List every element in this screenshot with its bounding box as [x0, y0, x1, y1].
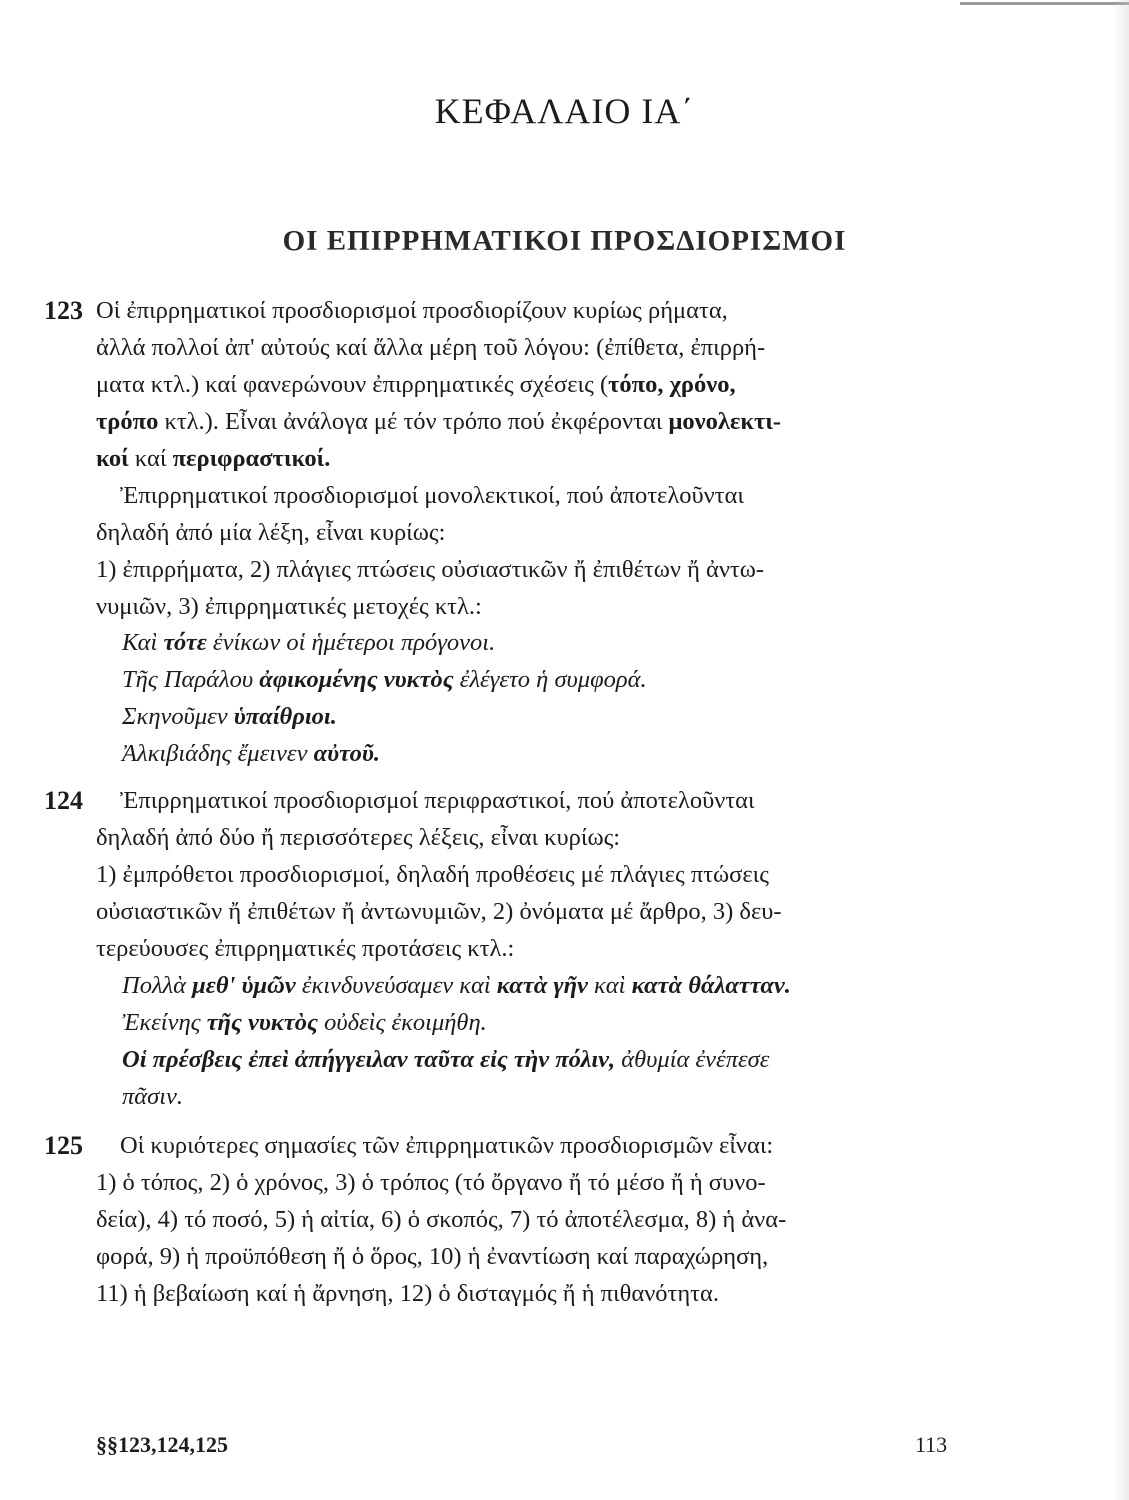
example-line	[122, 1004, 791, 1041]
paragraph-123-continued	[96, 477, 951, 625]
page-number: 113	[915, 1432, 948, 1457]
text-span: οὐδεὶς ἐκοιμήθη.	[317, 1009, 487, 1036]
text-span: καί	[128, 445, 173, 472]
text-line: δηλαδή ἀπό μία λέξη, εἶναι κυρίως:	[96, 519, 446, 546]
bold-term: μονολεκτι-	[668, 408, 781, 435]
text-line: δηλαδή ἀπό δύο ἤ περισσότερες λέξεις, εἶναι κυρίως:	[96, 824, 621, 851]
text-line: 11) ἡ βεβαίωση καί ἡ ἄρνηση, 12) ὁ δισταγμός ἤ ἡ πιθανότητα.	[96, 1280, 719, 1307]
text-line	[96, 366, 951, 403]
text-span: ἀθυμία ἐνέπεσε	[615, 1046, 770, 1073]
text-line: δεία), 4) τό ποσό, 5) ἡ αἰτία, 6) ὁ σκοπός, 7) τό ἀποτέλεσμα, 8) ἡ ἀνα-	[96, 1206, 787, 1233]
scan-edge-rule	[960, 2, 1129, 5]
text-line: Οἱ ἐπιρρηματικοί προσδιορισμοί προσδιορίζουν κυρίως ρήματα,	[96, 297, 728, 324]
bold-term: ὑπαίθριοι.	[233, 703, 337, 730]
text-line	[96, 440, 951, 477]
text-span: ματα κτλ.) καί φανερώνουν ἐπιρρηματικές σχέσεις (	[96, 371, 609, 398]
text-span: Πολλὰ	[122, 972, 193, 999]
example-line	[122, 698, 647, 735]
example-line	[122, 967, 791, 1004]
text-span: ἐλέγετο ἡ συμφορά.	[453, 666, 647, 693]
text-line: νυμιῶν, 3) ἐπιρρηματικές μετοχές κτλ.:	[96, 593, 482, 620]
text-line: Ἐπιρρηματικοί προσδιορισμοί περιφραστικοί, πού ἀποτελοῦνται	[120, 787, 755, 814]
example-line	[122, 735, 647, 772]
paragraph-124	[44, 782, 951, 967]
example-line: πᾶσιν.	[122, 1083, 184, 1110]
text-line: Οἱ κυριότερες σημασίες τῶν ἐπιρρηματικῶν προσδιορισμῶν εἶναι:	[120, 1132, 774, 1159]
bold-term: Οἱ πρέσβεις ἐπεὶ ἀπήγγειλαν ταῦτα εἰς τὴν πόλιν,	[122, 1046, 616, 1073]
examples-block-2	[122, 967, 791, 1115]
text-line: ἀλλά πολλοί ἀπ' αὐτούς καί ἄλλα μέρη τοῦ λόγου: (ἐπίθετα, ἐπιρρή-	[96, 334, 766, 361]
text-line: Ἐπιρρηματικοί προσδιορισμοί μονολεκτικοί, πού ἀποτελοῦνται	[120, 482, 744, 509]
bold-term: τρόπο	[96, 408, 159, 435]
bold-term: κατὰ γῆν	[496, 972, 588, 999]
chapter-title: ΚΕΦΑΛΑΙΟ ΙΑ΄	[434, 91, 695, 131]
paragraph-125	[44, 1127, 951, 1312]
paragraph-123	[44, 292, 951, 477]
text-line: τερεύουσες ἐπιρρηματικές προτάσεις κτλ.:	[96, 935, 515, 962]
paragraph-number: 123	[44, 296, 83, 325]
bold-term: κατὰ θάλατταν.	[631, 972, 791, 999]
bold-term: τότε	[163, 629, 207, 656]
text-line: 1) ἐπιρρήματα, 2) πλάγιες πτώσεις οὐσιαστικῶν ἤ ἐπιθέτων ἤ ἀντω-	[96, 556, 765, 583]
text-span: Τῆς Παράλου	[122, 666, 260, 693]
bold-term: τόπο, χρόνο,	[608, 371, 736, 398]
bold-term: αὐτοῦ.	[313, 740, 381, 767]
example-line	[122, 661, 647, 698]
text-span: Ἀλκιβιάδης ἔμεινεν	[122, 740, 314, 767]
example-line	[122, 1041, 791, 1078]
bold-term: ἀφικομένης νυκτὸς	[259, 666, 454, 693]
bold-term: κοί	[96, 445, 129, 472]
bold-term: τῆς νυκτὸς	[206, 1009, 318, 1036]
text-span: Ἐκείνης	[122, 1009, 207, 1036]
examples-block-1	[122, 624, 647, 772]
text-span: ἐκινδυνεύσαμεν καὶ	[295, 972, 497, 999]
example-line	[122, 624, 647, 661]
text-line: 1) ὁ τόπος, 2) ὁ χρόνος, 3) ὁ τρόπος (τό ὄργανο ἤ τό μέσο ἤ ἡ συνο-	[96, 1169, 766, 1196]
paragraph-number: 125	[44, 1131, 83, 1160]
text-span: καὶ	[587, 972, 632, 999]
section-title: ΟΙ ΕΠΙΡΡΗΜΑΤΙΚΟΙ ΠΡΟΣΔΙΟΡΙΣΜΟΙ	[282, 225, 847, 257]
bold-term: μεθ' ὑμῶν	[192, 972, 296, 999]
text-span: Σκηνοῦμεν	[122, 703, 234, 730]
text-line: φορά, 9) ἡ προϋπόθεση ἤ ὁ ὅρος, 10) ἡ ἐναντίωση καί παραχώρηση,	[96, 1243, 769, 1270]
text-span: Καὶ	[122, 629, 164, 656]
text-line: οὐσιαστικῶν ἤ ἐπιθέτων ἤ ἀντωνυμιῶν, 2) ὀνόματα μέ ἄρθρο, 3) δευ-	[96, 898, 782, 925]
bold-term: περιφραστικοί.	[172, 445, 331, 472]
paragraph-number: 124	[44, 786, 83, 815]
text-span: ἐνίκων οἱ ἡμέτεροι πρόγονοι.	[206, 629, 496, 656]
text-line	[96, 403, 951, 440]
text-span: κτλ.). Εἶναι ἀνάλογα μέ τόν τρόπο πού ἐκφέρονται	[158, 408, 669, 435]
footer-section-refs: §§123,124,125	[96, 1432, 228, 1457]
text-line: 1) ἐμπρόθετοι προσδιορισμοί, δηλαδή προθέσεις μέ πλάγιες πτώσεις	[96, 861, 769, 888]
